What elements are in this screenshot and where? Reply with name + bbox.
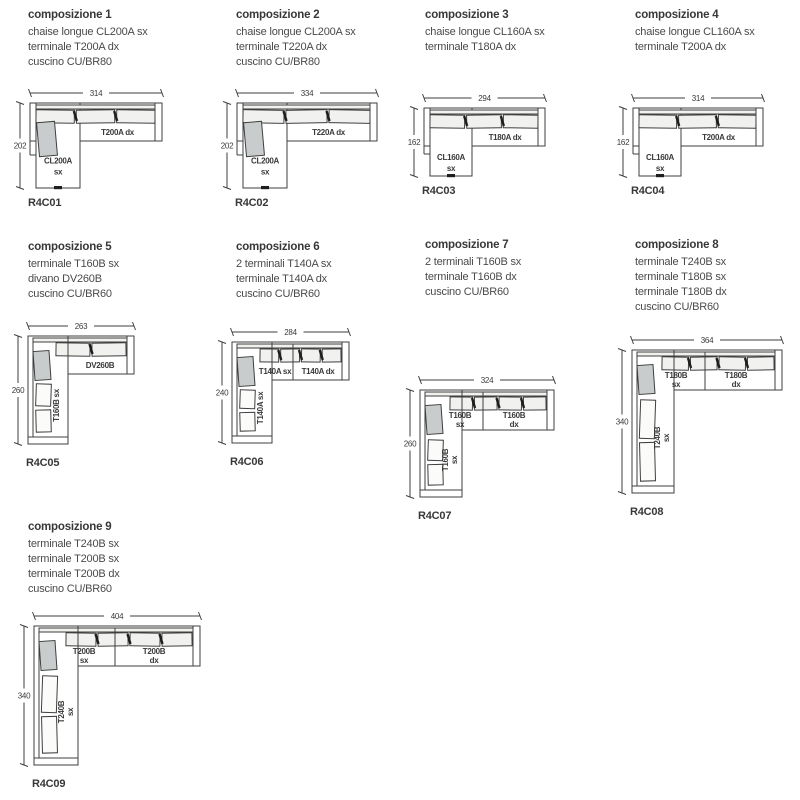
section-label: sx bbox=[79, 656, 89, 665]
right-armrest bbox=[547, 390, 554, 430]
back-cushion bbox=[260, 349, 279, 362]
back-cushion bbox=[243, 110, 284, 124]
composition-title: composizione 8 bbox=[635, 239, 719, 251]
seat-cushion bbox=[36, 410, 52, 432]
vertical-label: T160B sx bbox=[52, 389, 61, 422]
vertical-label: T160B bbox=[441, 448, 450, 472]
right-armrest bbox=[370, 103, 377, 141]
backrest-band bbox=[36, 105, 155, 109]
gray-cushion bbox=[637, 364, 655, 394]
back-cushion bbox=[690, 357, 717, 370]
backrest-band bbox=[243, 105, 370, 109]
chaise-end-mark bbox=[54, 186, 62, 189]
back-cushion bbox=[162, 633, 192, 646]
composition-part: terminale T240B sx bbox=[28, 538, 119, 550]
composition-part: terminale T180B dx bbox=[635, 286, 727, 298]
section-label: dx bbox=[731, 380, 741, 389]
composition-title: composizione 5 bbox=[28, 241, 112, 253]
composition-part: divano DV260B bbox=[28, 273, 102, 285]
composition-cell-7 bbox=[425, 238, 605, 300]
chaise-label: CL160A bbox=[437, 153, 465, 162]
width-dim-value: 314 bbox=[691, 94, 705, 103]
chaise-label: CL200A bbox=[251, 156, 279, 166]
right-armrest bbox=[538, 108, 545, 146]
composition-cell-1 bbox=[28, 8, 208, 70]
section-label: T160B bbox=[502, 411, 526, 420]
section-label: T140A dx bbox=[301, 367, 335, 376]
composition-code: R4C09 bbox=[32, 778, 66, 790]
composition-part: terminale T220A dx bbox=[236, 41, 327, 53]
back-cushion bbox=[747, 357, 774, 370]
section-label: T160B bbox=[448, 411, 472, 420]
vertical-label: sx bbox=[662, 433, 671, 443]
backrest-band bbox=[237, 344, 342, 348]
section-label: T200B bbox=[142, 647, 166, 656]
section-label: T180A dx bbox=[488, 133, 522, 142]
vertical-label: T240B bbox=[653, 426, 662, 450]
section-label: T200A dx bbox=[702, 133, 735, 142]
width-dim-value: 263 bbox=[74, 322, 88, 331]
section-label: T220A dx bbox=[312, 128, 345, 137]
chaise-label: CL200A bbox=[44, 156, 72, 166]
back-cushion bbox=[117, 110, 156, 124]
height-dim-value: 260 bbox=[403, 439, 417, 449]
section-label: T140A sx bbox=[258, 367, 292, 376]
composition-title: composizione 9 bbox=[28, 521, 112, 533]
back-cushion bbox=[503, 115, 538, 129]
composition-title: composizione 6 bbox=[236, 241, 320, 253]
back-cushion bbox=[467, 115, 502, 129]
composition-code: R4C02 bbox=[235, 197, 269, 209]
right-armrest bbox=[127, 336, 134, 374]
composition-part: terminale T240B sx bbox=[635, 256, 726, 268]
composition-code: R4C08 bbox=[630, 506, 664, 518]
composition-part: 2 terminali T160B sx bbox=[425, 256, 522, 268]
back-cushion bbox=[322, 349, 341, 362]
composition-title: composizione 7 bbox=[425, 239, 509, 251]
composition-part: terminale T200B dx bbox=[28, 568, 120, 580]
composition-cell-9 bbox=[28, 520, 208, 597]
vertical-label: T140A sx bbox=[256, 391, 265, 425]
composition-part: cuscino CU/BR60 bbox=[635, 301, 719, 313]
composition-part: cuscino CU/BR60 bbox=[236, 288, 320, 300]
width-dim-value: 404 bbox=[110, 612, 124, 621]
composition-part: chaise longue CL200A sx bbox=[236, 26, 356, 38]
back-cushion bbox=[662, 357, 689, 370]
backrest-band bbox=[430, 110, 538, 114]
composition-part: terminale T160B dx bbox=[425, 271, 517, 283]
composition-code: R4C07 bbox=[418, 510, 452, 522]
right-armrest bbox=[342, 342, 349, 380]
back-cushion bbox=[499, 397, 522, 410]
gray-cushion bbox=[39, 640, 57, 670]
section-label: T200B bbox=[72, 647, 96, 656]
height-dim-value: 202 bbox=[13, 141, 27, 151]
vertical-label: T240B bbox=[57, 700, 66, 724]
gray-cushion bbox=[244, 121, 265, 156]
composition-diagram-3 bbox=[398, 94, 553, 188]
composition-part: chaise longue CL160A sx bbox=[425, 26, 545, 38]
backrest-band bbox=[425, 392, 547, 396]
height-dim-value: 162 bbox=[616, 138, 630, 147]
composition-diagram-4 bbox=[607, 94, 771, 188]
right-armrest bbox=[193, 626, 200, 666]
composition-cell-4 bbox=[635, 8, 800, 55]
composition-part: terminale T200A dx bbox=[635, 41, 726, 53]
width-dim-value: 364 bbox=[700, 336, 714, 345]
back-cushion bbox=[430, 115, 465, 129]
composition-diagram-1 bbox=[4, 89, 170, 200]
seat-cushion bbox=[36, 384, 52, 407]
composition-part: terminale T200A dx bbox=[28, 41, 119, 53]
height-dim-value: 260 bbox=[11, 386, 25, 395]
composition-code: R4C04 bbox=[631, 185, 665, 197]
back-cushion bbox=[679, 115, 717, 129]
width-dim-value: 334 bbox=[300, 89, 314, 98]
width-dim-value: 314 bbox=[89, 89, 103, 98]
composition-cell-8 bbox=[635, 238, 800, 315]
composition-diagram-2 bbox=[211, 89, 385, 200]
back-cushion bbox=[474, 397, 497, 410]
composition-code: R4C05 bbox=[26, 457, 60, 469]
composition-part: cuscino CU/BR60 bbox=[425, 286, 509, 298]
composition-diagram-8 bbox=[606, 336, 790, 505]
composition-code: R4C01 bbox=[28, 197, 62, 209]
gray-cushion bbox=[33, 350, 51, 380]
chaise-label: sx bbox=[260, 167, 270, 177]
back-cushion bbox=[286, 110, 327, 124]
composition-part: cuscino CU/BR80 bbox=[236, 56, 320, 68]
back-cushion bbox=[98, 633, 128, 646]
section-label: DV260B bbox=[85, 361, 115, 370]
composition-title: composizione 4 bbox=[635, 9, 719, 21]
seat-cushion bbox=[42, 716, 58, 753]
section-label: T180B bbox=[664, 371, 688, 380]
section-label: dx bbox=[149, 656, 159, 665]
back-cushion bbox=[66, 633, 96, 646]
composition-cell-2 bbox=[236, 8, 416, 70]
composition-diagram-5 bbox=[2, 322, 142, 456]
composition-part: terminale T200B sx bbox=[28, 553, 119, 565]
composition-code: R4C06 bbox=[230, 456, 264, 468]
composition-part: terminale T140A dx bbox=[236, 273, 327, 285]
section-label: dx bbox=[509, 420, 519, 429]
height-dim-value: 162 bbox=[407, 138, 421, 147]
back-cushion bbox=[523, 397, 546, 410]
gray-cushion bbox=[37, 121, 58, 156]
back-cushion bbox=[639, 115, 677, 129]
seat-cushion bbox=[240, 412, 255, 431]
section-label: sx bbox=[455, 420, 465, 429]
width-dim-value: 294 bbox=[478, 94, 491, 103]
right-armrest bbox=[155, 103, 162, 141]
chaise-label: sx bbox=[53, 167, 63, 177]
chaise-label: sx bbox=[655, 164, 665, 173]
back-cushion bbox=[56, 343, 90, 357]
back-cushion bbox=[329, 110, 370, 124]
composition-diagram-7 bbox=[394, 376, 562, 509]
composition-part: chaise longue CL200A sx bbox=[28, 26, 148, 38]
backrest-band bbox=[637, 352, 775, 356]
chaise-end-mark bbox=[656, 174, 664, 177]
width-dim-value: 324 bbox=[480, 376, 494, 385]
section-label: sx bbox=[671, 380, 681, 389]
composition-title: composizione 3 bbox=[425, 9, 509, 21]
right-armrest bbox=[756, 108, 763, 146]
backrest-band bbox=[39, 628, 193, 632]
seat-cushion bbox=[41, 676, 57, 713]
chaise-end-mark bbox=[261, 186, 269, 189]
back-cushion bbox=[718, 115, 756, 129]
back-cushion bbox=[36, 110, 75, 124]
seat-cushion bbox=[240, 390, 256, 409]
composition-part: cuscino CU/BR60 bbox=[28, 583, 112, 595]
chaise-label: sx bbox=[446, 164, 456, 173]
composition-part: cuscino CU/BR60 bbox=[28, 288, 112, 300]
backrest-band bbox=[639, 110, 756, 114]
composition-code: R4C03 bbox=[422, 185, 456, 197]
gray-cushion bbox=[425, 404, 443, 434]
back-cushion bbox=[130, 633, 160, 646]
composition-part: terminale T180A dx bbox=[425, 41, 516, 53]
composition-part: chaise longue CL160A sx bbox=[635, 26, 755, 38]
composition-part: cuscino CU/BR80 bbox=[28, 56, 112, 68]
back-cushion bbox=[450, 397, 473, 410]
height-dim-value: 340 bbox=[17, 691, 31, 701]
back-cushion bbox=[92, 343, 126, 357]
width-dim-value: 284 bbox=[284, 328, 297, 337]
vertical-label: sx bbox=[66, 707, 75, 717]
right-armrest bbox=[775, 350, 782, 390]
back-cushion bbox=[719, 357, 746, 370]
height-dim-value: 340 bbox=[615, 417, 629, 427]
section-label: T180B bbox=[724, 371, 748, 380]
composition-cell-3 bbox=[425, 8, 605, 55]
back-cushion bbox=[76, 110, 115, 124]
composition-cell-5 bbox=[28, 240, 208, 302]
composition-part: 2 terminali T140A sx bbox=[236, 258, 332, 270]
composition-diagram-6 bbox=[206, 328, 357, 455]
section-label: T200A dx bbox=[101, 128, 134, 137]
composition-diagram-9 bbox=[8, 612, 208, 777]
back-cushion bbox=[281, 349, 300, 362]
vertical-label: sx bbox=[450, 455, 459, 465]
gray-cushion bbox=[237, 356, 255, 386]
composition-part: terminale T180B sx bbox=[635, 271, 726, 283]
composition-title: composizione 2 bbox=[236, 9, 320, 21]
height-dim-value: 202 bbox=[220, 141, 234, 151]
back-cushion bbox=[301, 349, 320, 362]
chaise-end-mark bbox=[447, 174, 455, 177]
composition-title: composizione 1 bbox=[28, 9, 112, 21]
composition-part: terminale T160B sx bbox=[28, 258, 119, 270]
chaise-label: CL160A bbox=[646, 153, 674, 162]
composition-cell-6 bbox=[236, 240, 416, 302]
backrest-band bbox=[33, 338, 127, 342]
height-dim-value: 240 bbox=[215, 388, 229, 398]
